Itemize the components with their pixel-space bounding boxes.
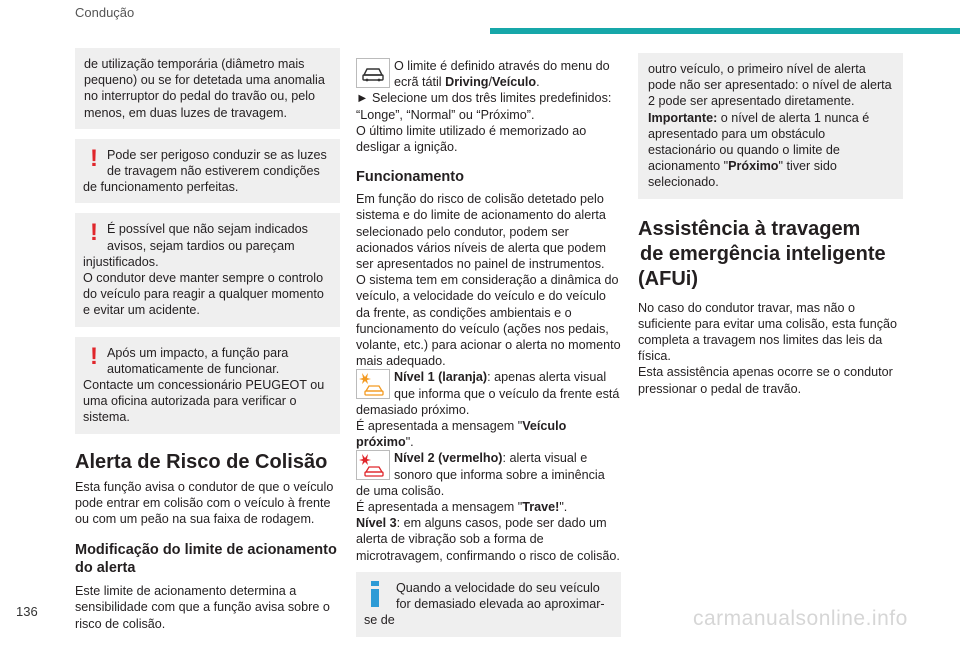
important-label: Importante:: [648, 110, 718, 125]
level-1-message-pre: É apresentada a mensagem ": [356, 419, 523, 434]
warning-text: Pode ser perigoso conduzir se as luzes de travagem não estiverem condições de funcionamento perfeitas.: [83, 147, 327, 195]
header-accent-bar: [490, 28, 960, 34]
function-text: Em função do risco de colisão detetado pelo sistema e do limite de acionamento do alerta selecionado pelo condutor, podem ser acionados vários níveis de alerta que podem ser apresentados no painel de instrumentos.: [356, 192, 606, 272]
warning-text: Após um impacto, a função para automaticamente de funcionar. Contacte um concessionário PEUGEOT ou uma oficina autorizada para verificar o sistema.: [83, 345, 325, 425]
level-1-message-end: ".: [405, 435, 414, 450]
info-icon: [364, 581, 386, 607]
menu-vehicle: Veículo: [492, 75, 537, 90]
orange-collision-alert-icon: [356, 369, 390, 399]
menu-text: O limite é definido através do menu do ecrã tátil: [394, 59, 610, 90]
level-2-message-end: ".: [559, 500, 568, 515]
red-collision-alert-icon: [356, 450, 390, 480]
heading-line-3: (AFUi): [638, 267, 698, 290]
warning-icon: !: [90, 144, 98, 172]
section-heading: [638, 217, 903, 292]
note-text: de utilização temporária (diâmetro mais pequeno) ou se for detetada uma anomalia no interruptor do pedal do travão ou, pelo menos, em duas luzes de travagem.: [84, 57, 325, 120]
important-text-end: " tiver sido selecionado.: [648, 159, 837, 190]
car-menu-icon: [356, 58, 390, 88]
level-1-item: [356, 369, 621, 418]
important-proximo: Próximo: [728, 159, 779, 174]
warning-text: É possível que não sejam indicados avisos, sejam tardios ou pareçam injustificados.: [83, 222, 308, 269]
level-2-item: [356, 450, 621, 499]
subsection-text: Este limite de acionamento determina a sensibilidade com que a função avisa sobre o risco de colisão.: [75, 584, 330, 631]
level-3-text: : em alguns casos, pode ser dado um alerta de vibração sob a forma de microtravagem, confirmando o risco de colisão.: [356, 516, 620, 563]
system-text: O sistema tem em consideração a dinâmica do veículo, a velocidade do veículo e do veículo da frente, as condições ambientais e o funcionamento do veículo (ações nos pedais, volante, etc.) para acionar o alerta no momento mais adequado.: [356, 273, 621, 369]
warning-icon: !: [90, 342, 98, 370]
warning-box: [75, 213, 340, 326]
page-number: 136: [16, 604, 38, 619]
warning-box: [75, 337, 340, 434]
column-1: [75, 48, 340, 632]
info-text: Quando a velocidade do seu veículo for demasiado elevada ao aproximar-se de: [364, 580, 605, 628]
header-title: Condução: [75, 5, 135, 20]
section-heading: Funcionamento: [356, 169, 464, 186]
warning-icon: !: [90, 219, 98, 247]
column-2: [356, 58, 621, 647]
menu-instruction: [356, 58, 621, 90]
select-instruction: ► Selecione um dos três limites predefinidos: “Longe”, “Normal” ou “Próximo”.: [356, 91, 612, 122]
level-1-message: Veículo próximo: [356, 419, 567, 450]
info-box: [356, 572, 621, 637]
warning-text: O condutor deve manter sempre o controlo do veículo para reagir a qualquer momento e evitar um acidente.: [83, 271, 324, 318]
memo-text: O último limite utilizado é memorizado ao desligar a ignição.: [356, 123, 587, 155]
info-continuation-box: [638, 53, 903, 199]
level-1-text: : apenas alerta visual que informa que o veículo da frente está demasiado próximo.: [356, 370, 620, 417]
section-heading: Alerta de Risco de Colisão: [75, 450, 328, 473]
menu-end: .: [536, 75, 540, 90]
afui-text-1: No caso do condutor travar, mas não o suficiente para evitar uma colisão, esta função completa a travagem nos limites das leis da física.: [638, 300, 898, 364]
afui-text-2: Esta assistência apenas ocorre se o condutor pressionar o pedal de travão.: [638, 365, 893, 396]
subsection-heading: Modificação do limite de acionamento do alerta: [75, 542, 337, 577]
heading-line-1: Assistência à travagem: [638, 217, 861, 240]
note-box: [75, 48, 340, 129]
watermark: carmanualsonline.info: [693, 607, 908, 630]
level-1-label: Nível 1 (laranja): [394, 370, 488, 385]
menu-driving: Driving: [445, 75, 489, 90]
heading-line-2: de emergência inteligente: [640, 242, 886, 265]
level-2-message: Trave!: [522, 500, 560, 515]
important-text: o nível de alerta 1 nunca é apresentado para um obstáculo estacionário ou quando o limite de acionamento ": [648, 110, 870, 174]
level-2-text: : alerta visual e sonoro que informa sobre a iminência de uma colisão.: [356, 451, 605, 498]
level-2-label: Nível 2 (vermelho): [394, 451, 503, 466]
level-2-message-pre: É apresentada a mensagem ": [356, 500, 523, 515]
section-intro: Esta função avisa o condutor de que o veículo pode entrar em colisão com o veículo à frente ou com um peão na sua faixa de rodagem.: [75, 479, 334, 527]
level-3-label: Nível 3: [356, 516, 397, 531]
column-3: [638, 53, 903, 397]
warning-box: [75, 139, 340, 204]
info-continuation-text: outro veículo, o primeiro nível de alerta pode não ser apresentado: o nível de alerta 2 pode ser apresentado diretamente.: [648, 62, 892, 109]
menu-slash: /: [488, 75, 492, 90]
